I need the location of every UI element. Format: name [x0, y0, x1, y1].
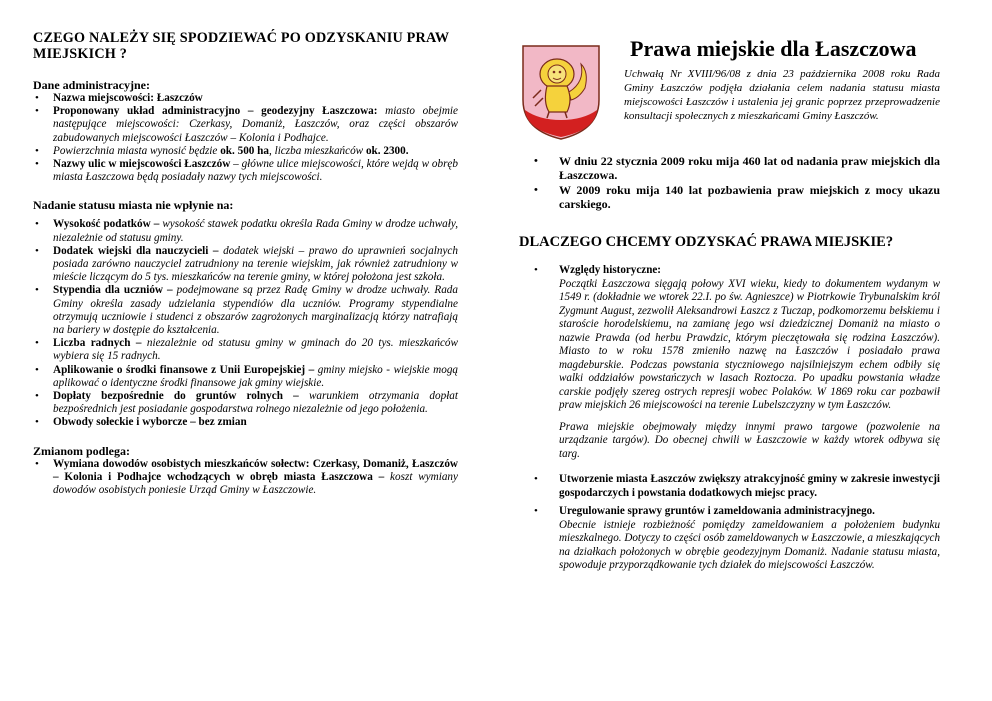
change-section-title: Zmianom podlega:	[33, 443, 131, 458]
left-column	[33, 30, 458, 497]
coat-of-arms-icon	[519, 42, 603, 142]
reason-text-2: Prawa miejskie obejmowały między innymi prawo targowe (pozwolenie na urządzanie targów). Do obecnej chwili w Łaszczowie w każdy wtorek odbywa się targ.	[559, 420, 940, 460]
reason-title: • Utworzenie miasta Łaszczów zwiększy atrakcyjność gminy w zakresie inwestycji gospodarczych i powstania dodatkowych miejsc pracy.	[559, 473, 940, 499]
list-item: • Dodatek wiejski dla nauczycieli – dodatek wiejski – prawo do uprawnień socjalnych posiada zarówno nauczyciel zatrudniony na terenie wiejskim, jak również zatrudniony w mieście liczącym do 5 tys. mieszkańców na terenie gminy, w której położona jest szkoła.	[33, 245, 458, 285]
reasons-list	[524, 264, 940, 573]
list-item: • W 2009 roku mija 140 lat pozbawienia praw miejskich z mocy ukazu carskiego.	[524, 183, 940, 212]
admin-data-list	[33, 92, 458, 184]
right-heading: DLACZEGO CHCEMY ODZYSKAĆ PRAWA MIEJSKIE?	[519, 234, 894, 250]
anniversary-list	[524, 154, 940, 212]
admin-data-title: Dane administracyjne:	[33, 78, 150, 92]
list-item: • Wysokość podatków – wysokość stawek podatku określa Rada Gminy w drodze uchwały, niezależnie od statusu gminy.	[33, 218, 458, 244]
list-item: • Stypendia dla uczniów – podejmowane są przez Radę Gminy w drodze uchwały. Rada Gminy określa zasady udzielania stypendiów dla uczniów. Programy stypendialne otrzymują uczniowie i studenci z obszarów zagrożonych marginalizacją którzy natrafiają na bariery w dostępie do kształcenia.	[33, 284, 458, 337]
change-list	[33, 458, 458, 498]
reason-title: • Uregulowanie sprawy gruntów i zameldowania administracyjnego.	[559, 505, 875, 517]
list-item: • Nazwy ulic w miejscowości Łaszczów – główne ulice miejscowości, które wejdą w obręb miasta Łaszczowa będą posiadały nazwy tych miejscowości.	[33, 158, 458, 184]
reason-title: • Względy historyczne:	[559, 264, 661, 276]
list-item: • Dopłaty bezpośrednie do gruntów rolnych – warunkiem otrzymania dopłat bezpośrednich jest posiadanie gospodarstwa rolnego niezależnie od jego położenia.	[33, 390, 458, 416]
list-item: • Proponowany układ administracyjno – geodezyjny Łaszczowa: miasto obejmie następujące miejscowości: Czerkasy, Domaniż, Łaszczów, oraz części obszarów zabudowanych miejscowości Łaszczów – Kolonia i Podhajce.	[33, 105, 458, 145]
list-item: • W dniu 22 stycznia 2009 roku mija 460 lat od nadania praw miejskich dla Łaszczowa.	[524, 154, 940, 183]
list-item: • Powierzchnia miasta wynosić będzie ok. 500 ha, liczba mieszkańców ok. 2300.	[33, 145, 458, 158]
list-item	[524, 505, 940, 573]
list-item: • Liczba radnych – niezależnie od statusu gminy w gminach do 20 tys. mieszkańców wybiera się 15 radnych.	[33, 337, 458, 363]
right-column	[519, 30, 941, 690]
status-list	[33, 218, 458, 429]
list-item	[524, 473, 940, 505]
reason-text: Początki Łaszczowa sięgają połowy XVI wieku, kiedy to dokumentem wydanym w 1549 r. (dokładnie we wtorek 22.I. po św. Agnieszce) w Piotrkowie Trybunalskim król Zygmunt August, zezwolił Aleksandrowi Łaszcz z Tuczap, podkomorzemu bełskiemu i staroście horodelskiemu, na zamianę jego wsi dziedzicznej Domaniż na miasto o nazwie Prawda (od herbu Prawdzic, którym pieczętowała się rodzina Łaszczów). Miasto to w roku 1578 zmieniło nazwę na Łaszczów i posiadało prawa magdeburskie. Podczas powstania styczniowego najsilniejszym echem odbiły się walki oddziałów powstańczych w lasach Roztocza. Po upadku powstania władze carskie podjęły szereg ostrych represji wobec Polaków. W 1869 roku car pozbawił praw miejskich 26 miejscowości na terenie Lubelszczyzny w tym Łaszczów.	[559, 277, 940, 411]
resolution-text: Uchwałą Nr XVIII/96/08 z dnia 23 października 2008 roku Rada Gminy Łaszczów podjęła działania celem nadania statusu miasta miejscowości Łaszczów i ustalenia jej granic poprzez przeprowadzenie konsultacji społecznych z mieszkańcami Gminy Łaszczów.	[624, 68, 940, 123]
list-item: • Aplikowanie o środki finansowe z Unii Europejskiej – gminy miejsko - wiejskie mogą aplikować o identyczne środki finansowe jak gminy wiejskie.	[33, 364, 458, 390]
list-item	[524, 264, 940, 473]
status-section-title: Nadanie statusu miasta nie wpłynie na:	[33, 198, 234, 213]
list-item: • Wymiana dowodów osobistych mieszkańców sołectw: Czerkasy, Domaniż, Łaszczów – Kolonia i Podhajce wchodzących w obręb miasta Łaszczowa – koszt wymiany dowodów osobistych poniesie Urząd Gminy w Łaszczowie.	[33, 458, 458, 498]
coat-of-arms-lion-icon	[519, 42, 603, 142]
left-heading: CZEGO NALEŻY SIĘ SPODZIEWAĆ PO ODZYSKANIU PRAW MIEJSKICH ?	[33, 30, 449, 62]
list-item: • Nazwa miejscowości: Łaszczów	[33, 92, 458, 105]
page-title: Prawa miejskie dla Łaszczowa	[630, 36, 917, 61]
reason-text: Obecnie istnieje rozbieżność pomiędzy zameldowaniem a położeniem budynku mieszkalnego. Dotyczy to części osób zameldowanych w Łaszczowie, a mieszkających na działkach położonych w obrębie geodezyjnym Domaniż. Nadanie statusu miasta, spowoduje przyporządkowanie tych działek do miejscowości Łaszczów.	[559, 518, 940, 571]
list-item: • Obwody sołeckie i wyborcze – bez zmian	[33, 416, 458, 429]
